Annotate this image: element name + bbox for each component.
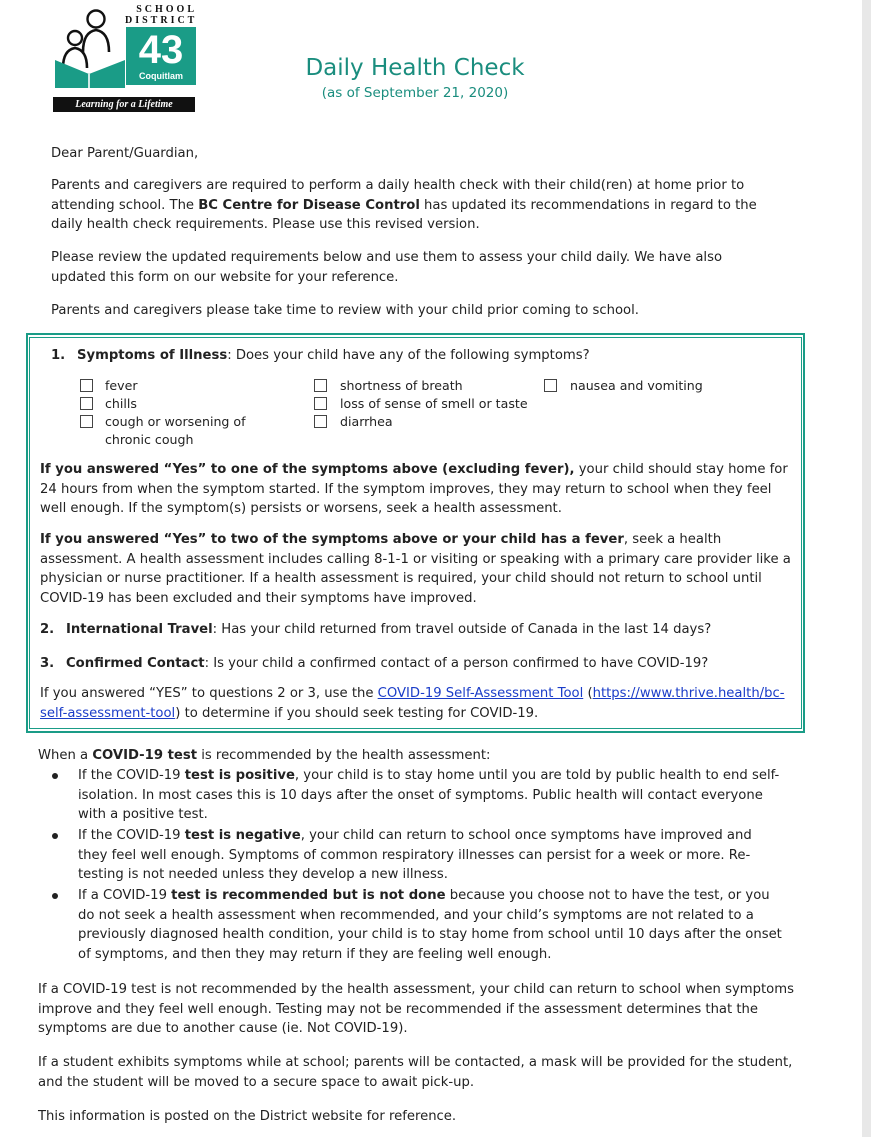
self-assessment-tool-link[interactable]: COVID-19 Self-Assessment Tool (377, 686, 584, 701)
logo-number: 43 (138, 28, 184, 72)
self-assessment-url-link[interactable]: https://www.thrive.health/bc-self-assessment-tool (40, 686, 785, 721)
page-title: Daily Health Check (305, 55, 525, 81)
question-3-number: 3. (40, 656, 55, 671)
symptom-label-cough-2: chronic cough (105, 432, 194, 447)
reading-figures-icon (53, 8, 129, 88)
test-negative-item (78, 826, 783, 885)
symptom-label-shortness-of-breath: shortness of breath (340, 378, 463, 393)
test-positive-bold: test is positive (184, 768, 295, 783)
question-1 (77, 346, 787, 366)
question-3 (66, 654, 796, 674)
checkbox-diarrhea[interactable] (314, 415, 327, 428)
logo-tagline: Learning for a Lifetime (53, 97, 195, 112)
test-positive-text-b: , your child is to stay home until you are told by public health to end self-isolation. In most cases this is 10 days after the onset of symptoms. Public health will contact everyone with a positive test. (78, 768, 780, 823)
question-2 (66, 620, 796, 640)
intro-paragraph-2: Please review the updated requirements below and use them to assess your child daily. We have also updated this form on our website for your reference. (51, 250, 723, 285)
intro-p1-text-b: has updated its recommendations in regard to the daily health check requirements. Please use this revised version. (51, 197, 757, 233)
logo-line-district: DISTRICT (125, 15, 198, 26)
vertical-scrollbar[interactable] (862, 0, 871, 1137)
test-not-done-text-a: If a COVID-19 (78, 888, 172, 903)
two-symptom-text: , seek a health assessment. A health assessment includes calling 8-1-1 or visiting or speaking with a primary care provider like a physician or nurse practitioner. If a health assessment is required, your child should not return to school until COVID-19 has been excluded and their symptoms have improved. (40, 532, 791, 607)
page-subtitle: (as of September 21, 2020) (321, 85, 509, 101)
logo-school-district-text (125, 4, 197, 26)
covid-test-lead (38, 746, 798, 766)
symptom-label-cough: cough or worsening of (105, 414, 246, 429)
symptom-label-diarrhea: diarrhea (340, 414, 393, 429)
logo-number-box (126, 27, 196, 85)
covid-test-lead-bold: COVID-19 test (92, 748, 198, 763)
test-not-done-text-b: because you choose not to have the test, or you do not seek a health assessment when recommended, and your child’s symptoms are not related to a previously diagnosed health condition, your child is to stay home from school until 10 days after the onset of symptoms, and then they may return if they are feeling well enough. (78, 888, 782, 963)
one-symptom-text: your child should stay home for 24 hours from when the symptom started. If the symptom improves, they may return to school when they feel well enough. If the symptom(s) persists or worsens, seek a health assessment. (40, 462, 788, 517)
greeting: Dear Parent/Guardian, (51, 146, 199, 161)
checkbox-loss-of-smell-taste[interactable] (314, 397, 327, 410)
question-2-number: 2. (40, 622, 55, 637)
intro-paragraph-1 (51, 176, 771, 235)
test-negative-text-b: , your child can return to school once symptoms have improved and they feel well enough. Symptoms of common respiratory illnesses can persist for a week or more. Re-testing is not needed unless they develop a new illness. (78, 828, 752, 883)
covid-test-lead-b: is recommended by the health assessment: (197, 748, 491, 763)
question-3-title: Confirmed Contact (66, 656, 205, 671)
bullet-3 (52, 893, 58, 899)
self-assessment-text-c: ) to determine if you should seek testing for COVID-19. (175, 705, 539, 721)
bullet-2 (52, 833, 58, 839)
checkbox-cough[interactable] (80, 415, 93, 428)
logo-line-school: SCHOOL (136, 4, 197, 15)
question-1-title: Symptoms of Illness (77, 348, 228, 363)
one-symptom-guidance (40, 460, 795, 519)
closing-paragraph-2: If a student exhibits symptoms while at school; parents will be contacted, a mask will be provided for the student, and the student will be moved to a secure space to await pick-up. (38, 1055, 793, 1090)
covid-test-lead-a: When a (38, 748, 93, 763)
symptom-label-nausea-vomiting: nausea and vomiting (570, 378, 703, 393)
self-assessment-guidance (40, 684, 795, 723)
self-assessment-text-a: If you answered “YES” to questions 2 or 3, use the (40, 686, 378, 701)
intro-paragraph-3: Parents and caregivers please take time to review with your child prior coming to school. (51, 303, 639, 318)
test-not-done-item (78, 886, 788, 965)
district-logo (53, 4, 197, 112)
checkbox-shortness-of-breath[interactable] (314, 379, 327, 392)
closing-paragraph-1: If a COVID-19 test is not recommended by the health assessment, your child can return to school when symptoms improve and they feel well enough. Testing may not be recommended if the assessment determines that the symptoms are due to another cause (ie. Not COVID-19). (38, 982, 794, 1037)
two-symptom-guidance (40, 530, 795, 609)
symptom-label-loss-of-smell-taste: loss of sense of smell or taste (340, 396, 528, 411)
symptom-label-fever: fever (105, 378, 138, 393)
checkbox-fever[interactable] (80, 379, 93, 392)
intro-p1-bold: BC Centre for Disease Control (198, 197, 420, 213)
question-2-text: : Has your child returned from travel outside of Canada in the last 14 days? (212, 622, 712, 637)
question-1-number: 1. (51, 348, 66, 363)
symptom-label-chills: chills (105, 396, 137, 411)
checkbox-chills[interactable] (80, 397, 93, 410)
intro-p1-text-a: Parents and caregivers are required to perform a daily health check with their child(ren) at home prior to attending school. The (51, 178, 745, 213)
test-positive-item (78, 766, 783, 825)
question-1-text: : Does your child have any of the following symptoms? (227, 348, 590, 363)
test-negative-text-a: If the COVID-19 (78, 828, 185, 843)
checkbox-nausea-vomiting[interactable] (544, 379, 557, 392)
question-3-text: : Is your child a confirmed contact of a person confirmed to have COVID-19? (204, 656, 709, 671)
two-symptom-bold: If you answered “Yes” to two of the symptoms above or your child has a fever (40, 532, 624, 547)
bullet-1 (52, 773, 58, 779)
one-symptom-bold: If you answered “Yes” to one of the symptoms above (excluding fever), (40, 462, 575, 477)
test-positive-text-a: If the COVID-19 (78, 768, 185, 783)
test-not-done-bold: test is recommended but is not done (171, 888, 446, 903)
test-negative-bold: test is negative (184, 828, 301, 843)
logo-city: Coquitlam (139, 71, 183, 81)
self-assessment-text-b: ( (583, 686, 593, 701)
closing-paragraph-3: This information is posted on the District website for reference. (38, 1109, 457, 1124)
question-2-title: International Travel (66, 622, 213, 637)
